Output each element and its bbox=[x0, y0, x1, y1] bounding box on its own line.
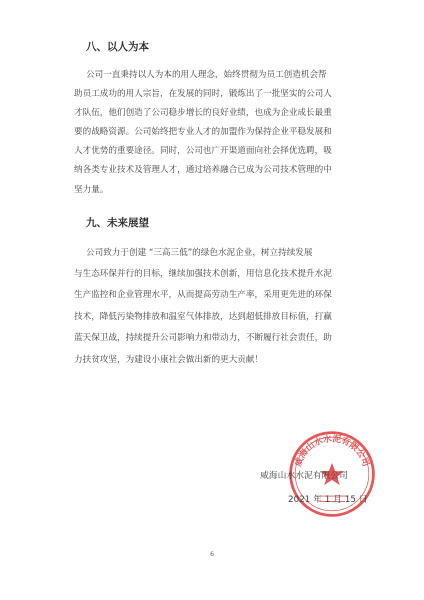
paragraph-line: 公司致力于创建 “三高三低”的绿色水泥企业，树立持续发展 bbox=[86, 248, 313, 258]
paragraph-line: 纳各类专业技术及管理人才，通过培养融合已成为公司技术管理的中 bbox=[74, 165, 332, 175]
signature-company: 威海山水水泥有限公司 bbox=[260, 471, 348, 481]
paragraph-line: 生产监控和企业管理水平，从而提高劳动生产率，采用更先进的环保 bbox=[74, 290, 332, 300]
paragraph-line: 坚力量。 bbox=[74, 185, 109, 195]
page-number: 6 bbox=[210, 551, 214, 558]
paragraph-line: 公司一直秉持以人为本的用人理念，始终贯彻为员工创造机会帮 bbox=[86, 70, 327, 80]
signature-date: 2021 年 1 月 15 日 bbox=[288, 495, 368, 505]
paragraph-line: 与生态环保并行的目标，继续加强技术创新，用信息化技术提升水泥 bbox=[74, 269, 332, 279]
section-heading-people-oriented: 八、以人为本 bbox=[86, 41, 149, 53]
paragraph-line: 要的战略资源。公司始终把专业人才的加盟作为保持企业平稳发展和 bbox=[74, 127, 332, 137]
paragraph-line: 蓝天保卫战，持续提升公司影响力和带动力，不断履行社会责任，助 bbox=[74, 333, 332, 343]
seal-text: 威海山水水泥有限公司 bbox=[293, 434, 371, 468]
paragraph-line: 力扶贫攻坚，为建设小康社会做出新的更大贡献！ bbox=[74, 355, 264, 365]
paragraph-line: 才队伍，他们创造了公司稳步增长的良好业绩，也成为企业成长最重 bbox=[74, 108, 332, 118]
paragraph-line: 助员工成功的用人宗旨，在发展的同时，锻炼出了一批坚实的公司人 bbox=[74, 89, 332, 99]
svg-text:威海山水水泥有限公司 bbox=[292, 432, 373, 468]
paragraph-line: 技术，降低污染物排放和温室气体排放，达到超低排放目标值，打赢 bbox=[74, 312, 332, 322]
paragraph-line: 人才优势的重要途径。同时，公司也广开渠道面向社会择优选聘，吸 bbox=[74, 146, 332, 156]
section-heading-future-outlook: 九、未来展望 bbox=[86, 217, 149, 229]
